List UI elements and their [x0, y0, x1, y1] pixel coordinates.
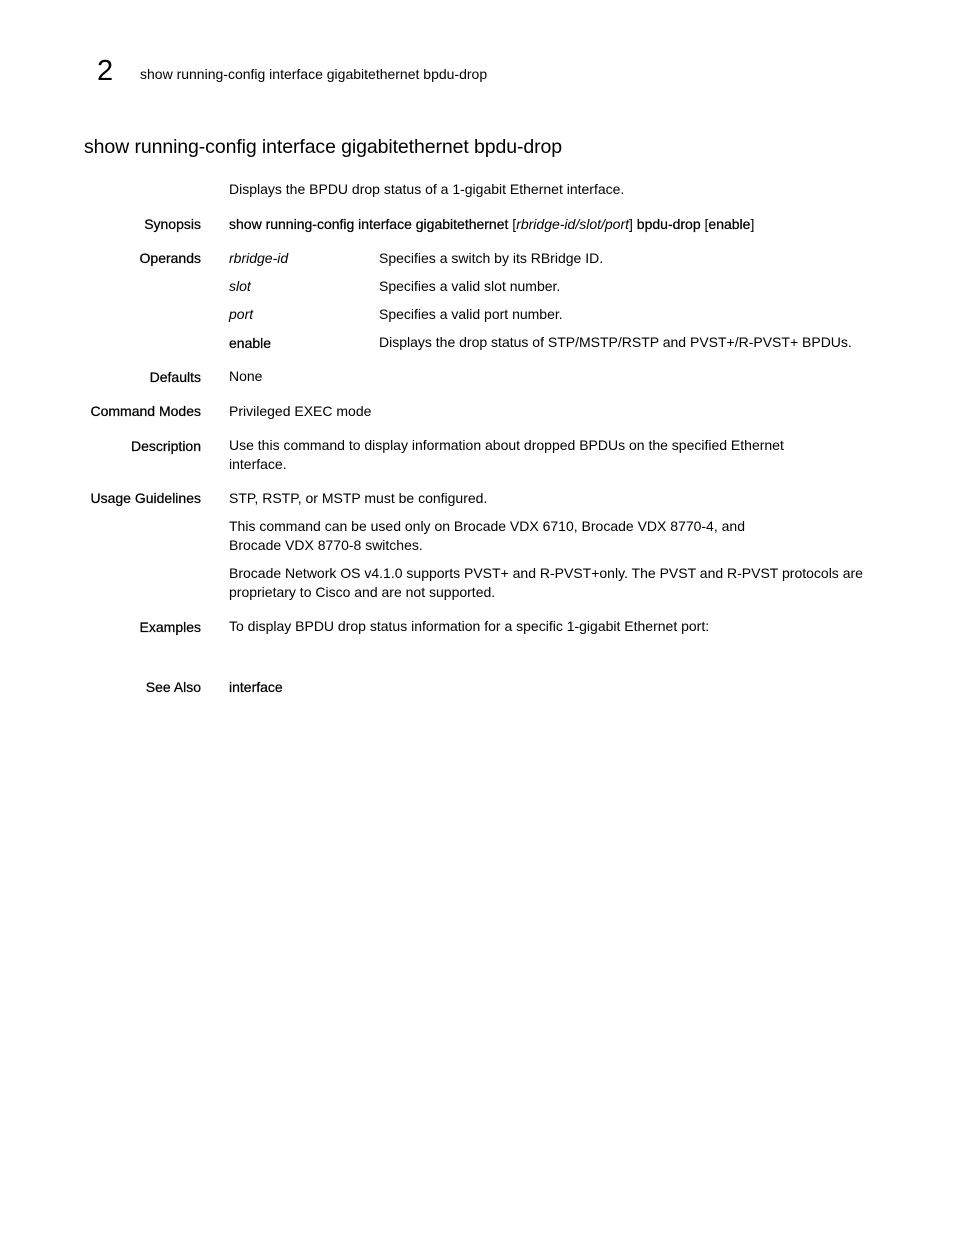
description-text: Use this command to display information about dropped BPDUs on the specified Ethernet interface. — [229, 437, 784, 472]
synopsis-command: show running-config interface gigabitethernet — [229, 216, 509, 232]
running-header: show running-config interface gigabitethernet bpdu-drop — [140, 66, 488, 82]
defaults-label: Defaults — [149, 369, 201, 385]
see-also-link[interactable]: interface — [229, 679, 283, 695]
synopsis-text — [229, 215, 754, 234]
command-modes-label: Command Modes — [90, 403, 201, 419]
operand-name: rbridge-id — [229, 250, 289, 266]
synopsis-params: rbridge-id/slot/port — [516, 216, 630, 232]
examples-label: Examples — [139, 619, 201, 635]
operand-desc: Specifies a valid slot number. — [379, 278, 561, 294]
synopsis-bracket-close: ] — [629, 216, 633, 232]
operand-desc: Specifies a switch by its RBridge ID. — [379, 250, 604, 266]
summary-text: Displays the BPDU drop status of a 1-gigabit Ethernet interface. — [229, 181, 625, 197]
operand-name: slot — [229, 278, 251, 294]
see-also-label: See Also — [145, 679, 201, 695]
synopsis-opt-close: ] — [750, 216, 755, 232]
examples-text: To display BPDU drop status information for a specific 1-gigabit Ethernet port: — [229, 618, 710, 634]
operand-name: port — [229, 306, 254, 322]
usage-line: This command can be used only on Brocade VDX 6710, Brocade VDX 8770-4, and — [229, 518, 745, 534]
operand-desc: Displays the drop status of STP/MSTP/RSTP and PVST+/R-PVST+ BPDUs. — [379, 334, 852, 350]
usage-paragraph: STP, RSTP, or MSTP must be configured. — [229, 490, 488, 506]
description-label: Description — [130, 438, 201, 454]
usage-paragraph: Brocade Network OS v4.1.0 supports PVST+ and R-PVST+only. The PVST and R-PVST protocols are proprietary to Cisco and are not supported. — [229, 565, 863, 600]
usage-line: Brocade VDX 8770-8 switches. — [229, 537, 423, 553]
synopsis-label: Synopsis — [144, 216, 201, 232]
usage-guidelines-label: Usage Guidelines — [90, 490, 201, 506]
page-title: show running-config interface gigabitethernet bpdu-drop — [84, 136, 562, 158]
synopsis-opt-keyword: enable — [708, 216, 751, 232]
synopsis-keyword: bpdu-drop — [636, 216, 701, 232]
chapter-number: 2 — [97, 55, 114, 87]
command-modes-text: Privileged EXEC mode — [229, 403, 372, 419]
defaults-text: None — [229, 368, 263, 384]
operand-name: enable — [229, 335, 272, 351]
synopsis-bracket-open: [ — [512, 216, 517, 232]
synopsis-opt-open: [ — [704, 216, 709, 232]
operands-label: Operands — [139, 250, 201, 266]
usage-paragraph — [229, 517, 745, 555]
operand-desc: Specifies a valid port number. — [379, 306, 563, 322]
